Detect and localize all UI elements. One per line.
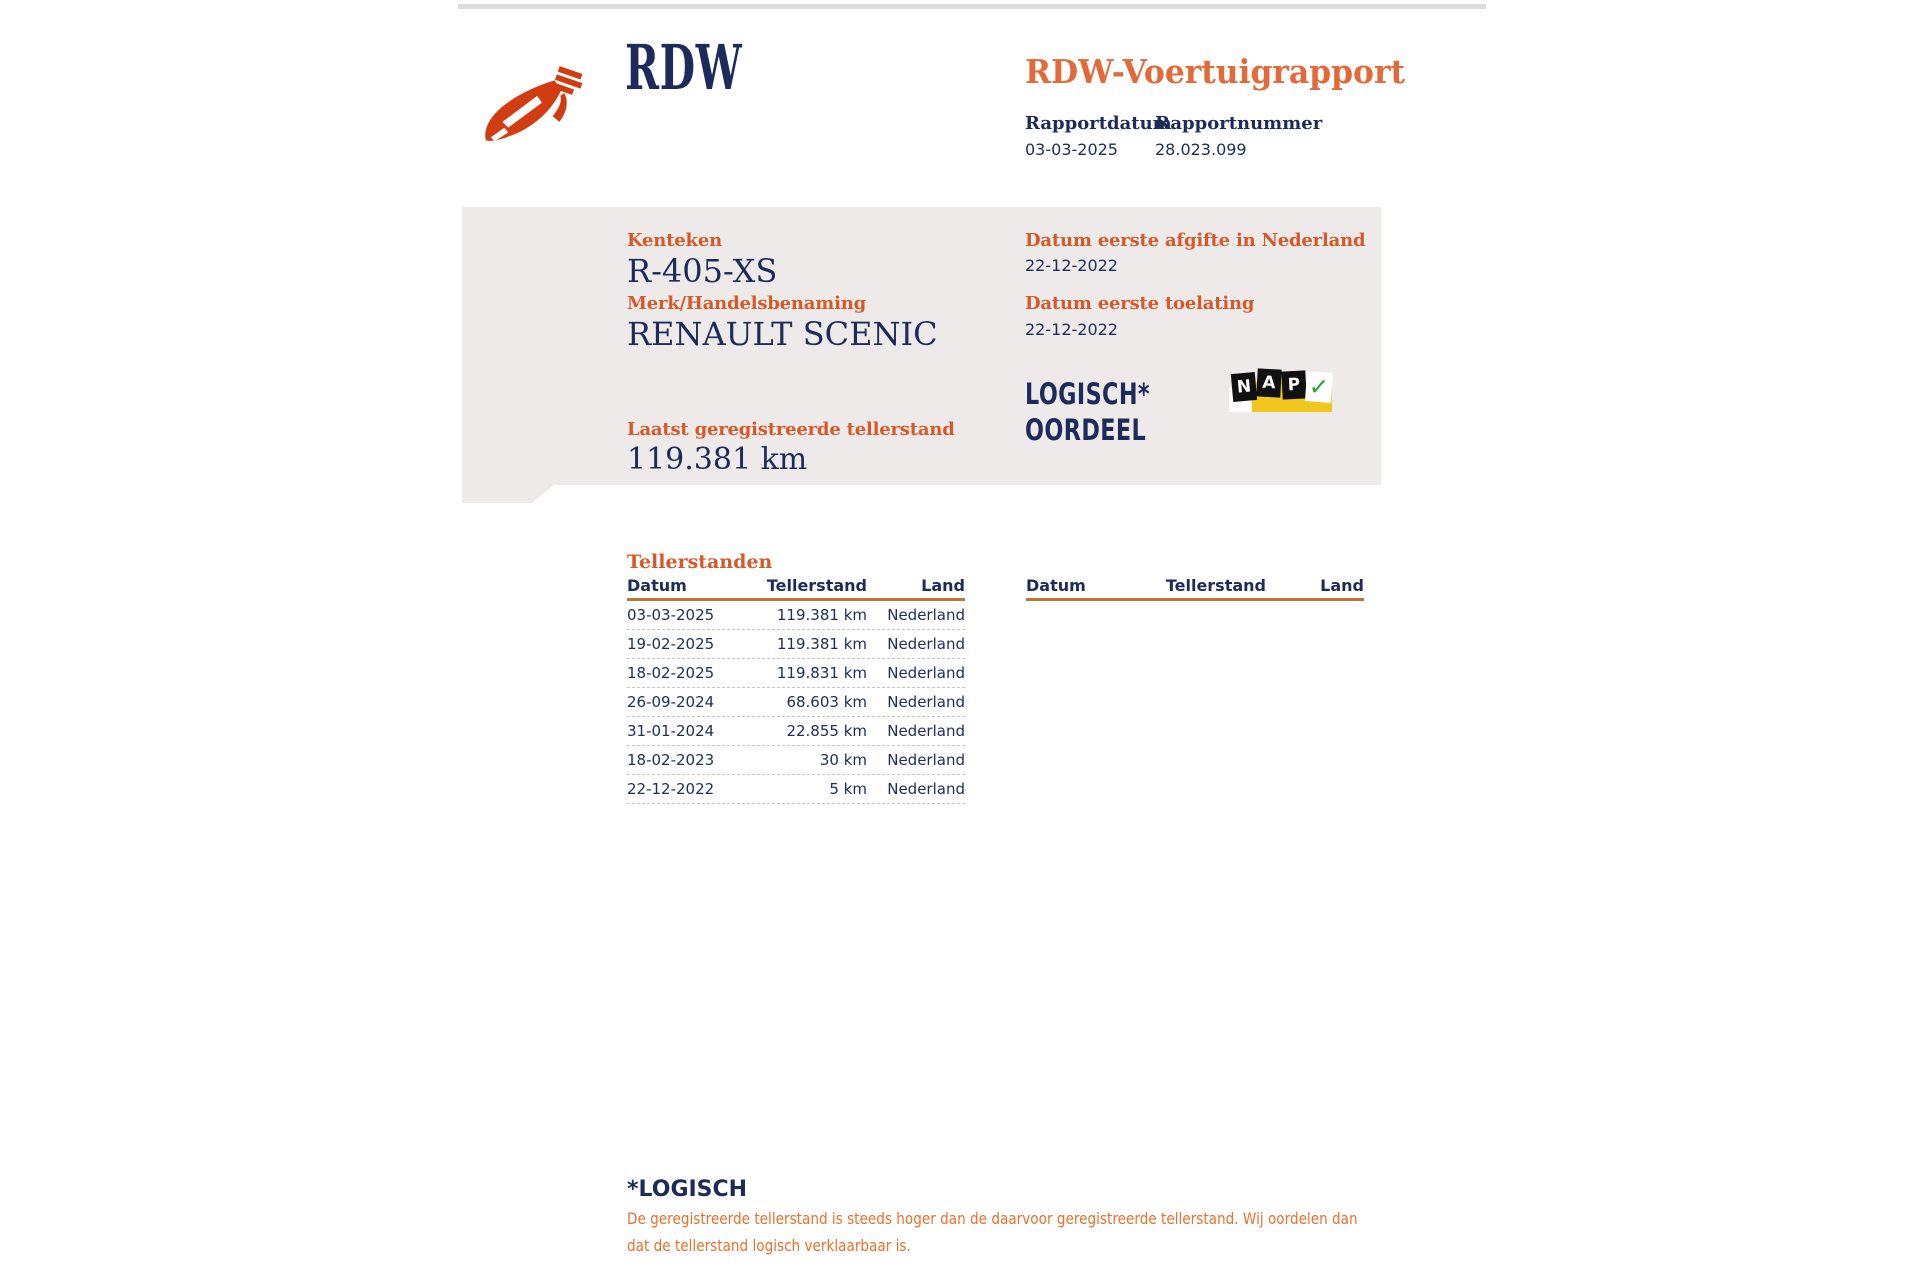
top-divider	[458, 4, 1486, 9]
tellerstanden-title: Tellerstanden	[627, 551, 773, 573]
table-header-row	[627, 576, 965, 601]
footnote-line1: De geregistreerde tellerstand is steeds hoger dan de daarvoor geregistreerde tellerstand. Wij oordelen dan	[627, 1209, 1358, 1228]
laatste-tellerstand-label: Laatst geregistreerde tellerstand	[627, 419, 955, 440]
nap-letter-n: N	[1231, 372, 1257, 402]
cell-datum: 22-12-2022	[627, 780, 715, 798]
footnote-line2: dat de tellerstand logisch verklaarbaar is.	[627, 1236, 911, 1255]
footnote-text	[627, 1205, 1358, 1259]
cell-tellerstand: 68.603 km	[786, 693, 867, 711]
report-number-value: 28.023.099	[1155, 140, 1247, 159]
kenteken-label: Kenteken	[627, 230, 722, 251]
cell-tellerstand: 30 km	[819, 751, 867, 769]
col-header-datum: Datum	[1026, 576, 1086, 595]
oordeel-line2: OORDEEL	[1025, 413, 1147, 447]
rdw-logo-text: RDW	[625, 31, 743, 104]
cell-land: Nederland	[887, 751, 965, 769]
col-header-land: Land	[921, 576, 965, 595]
col-header-land: Land	[1320, 576, 1364, 595]
nap-logo	[1232, 368, 1334, 416]
cell-tellerstand: 119.381 km	[776, 606, 867, 624]
vehicle-summary-box-tail	[462, 485, 554, 503]
table-row	[627, 630, 965, 659]
table-row	[627, 717, 965, 746]
cell-datum: 18-02-2025	[627, 664, 715, 682]
nap-checkmark-icon: ✓	[1305, 371, 1333, 403]
table-row	[627, 688, 965, 717]
cell-land: Nederland	[887, 722, 965, 740]
table-row	[627, 601, 965, 630]
tellerstanden-table-secondary	[1026, 576, 1364, 601]
cell-land: Nederland	[887, 664, 965, 682]
col-header-datum: Datum	[627, 576, 687, 595]
eerste-afgifte-label: Datum eerste afgifte in Nederland	[1025, 230, 1366, 251]
cell-land: Nederland	[887, 693, 965, 711]
table-row	[627, 775, 965, 804]
report-date-block	[1025, 113, 1172, 160]
nap-letter-p: P	[1281, 370, 1306, 399]
eerste-toelating-label: Datum eerste toelating	[1025, 293, 1255, 314]
cell-tellerstand: 119.381 km	[776, 635, 867, 653]
cell-datum: 19-02-2025	[627, 635, 715, 653]
report-date-value: 03-03-2025	[1025, 140, 1118, 159]
kenteken-value: R-405-XS	[627, 252, 778, 290]
footnote-title: *LOGISCH	[627, 1177, 748, 1202]
cell-datum: 03-03-2025	[627, 606, 715, 624]
table-row	[627, 659, 965, 688]
cell-tellerstand: 119.831 km	[776, 664, 867, 682]
cell-land: Nederland	[887, 780, 965, 798]
oordeel-line1: LOGISCH*	[1025, 377, 1150, 411]
merk-value: RENAULT SCENIC	[627, 315, 938, 353]
report-number-label: Rapportnummer	[1155, 113, 1323, 134]
eerste-toelating-value: 22-12-2022	[1025, 320, 1118, 339]
cell-datum: 31-01-2024	[627, 722, 715, 740]
col-header-tellerstand: Tellerstand	[1165, 576, 1266, 595]
laatste-tellerstand-value: 119.381 km	[627, 442, 808, 477]
table-header-row	[1026, 576, 1364, 601]
cell-land: Nederland	[887, 606, 965, 624]
table-row	[627, 746, 965, 775]
oordeel-verdict	[1025, 376, 1150, 448]
cell-land: Nederland	[887, 635, 965, 653]
eerste-afgifte-value: 22-12-2022	[1025, 256, 1118, 275]
rdw-logo-wing-icon	[482, 64, 600, 146]
col-header-tellerstand: Tellerstand	[766, 576, 867, 595]
nap-letter-a: A	[1256, 368, 1281, 397]
report-date-label: Rapportdatum	[1025, 113, 1172, 134]
tellerstanden-table	[627, 576, 965, 804]
cell-datum: 18-02-2023	[627, 751, 715, 769]
cell-tellerstand: 22.855 km	[786, 722, 867, 740]
cell-datum: 26-09-2024	[627, 693, 715, 711]
page-title: RDW-Voertuigrapport	[1025, 52, 1405, 91]
merk-label: Merk/Handelsbenaming	[627, 293, 867, 314]
cell-tellerstand: 5 km	[829, 780, 867, 798]
report-number-block	[1155, 113, 1322, 160]
